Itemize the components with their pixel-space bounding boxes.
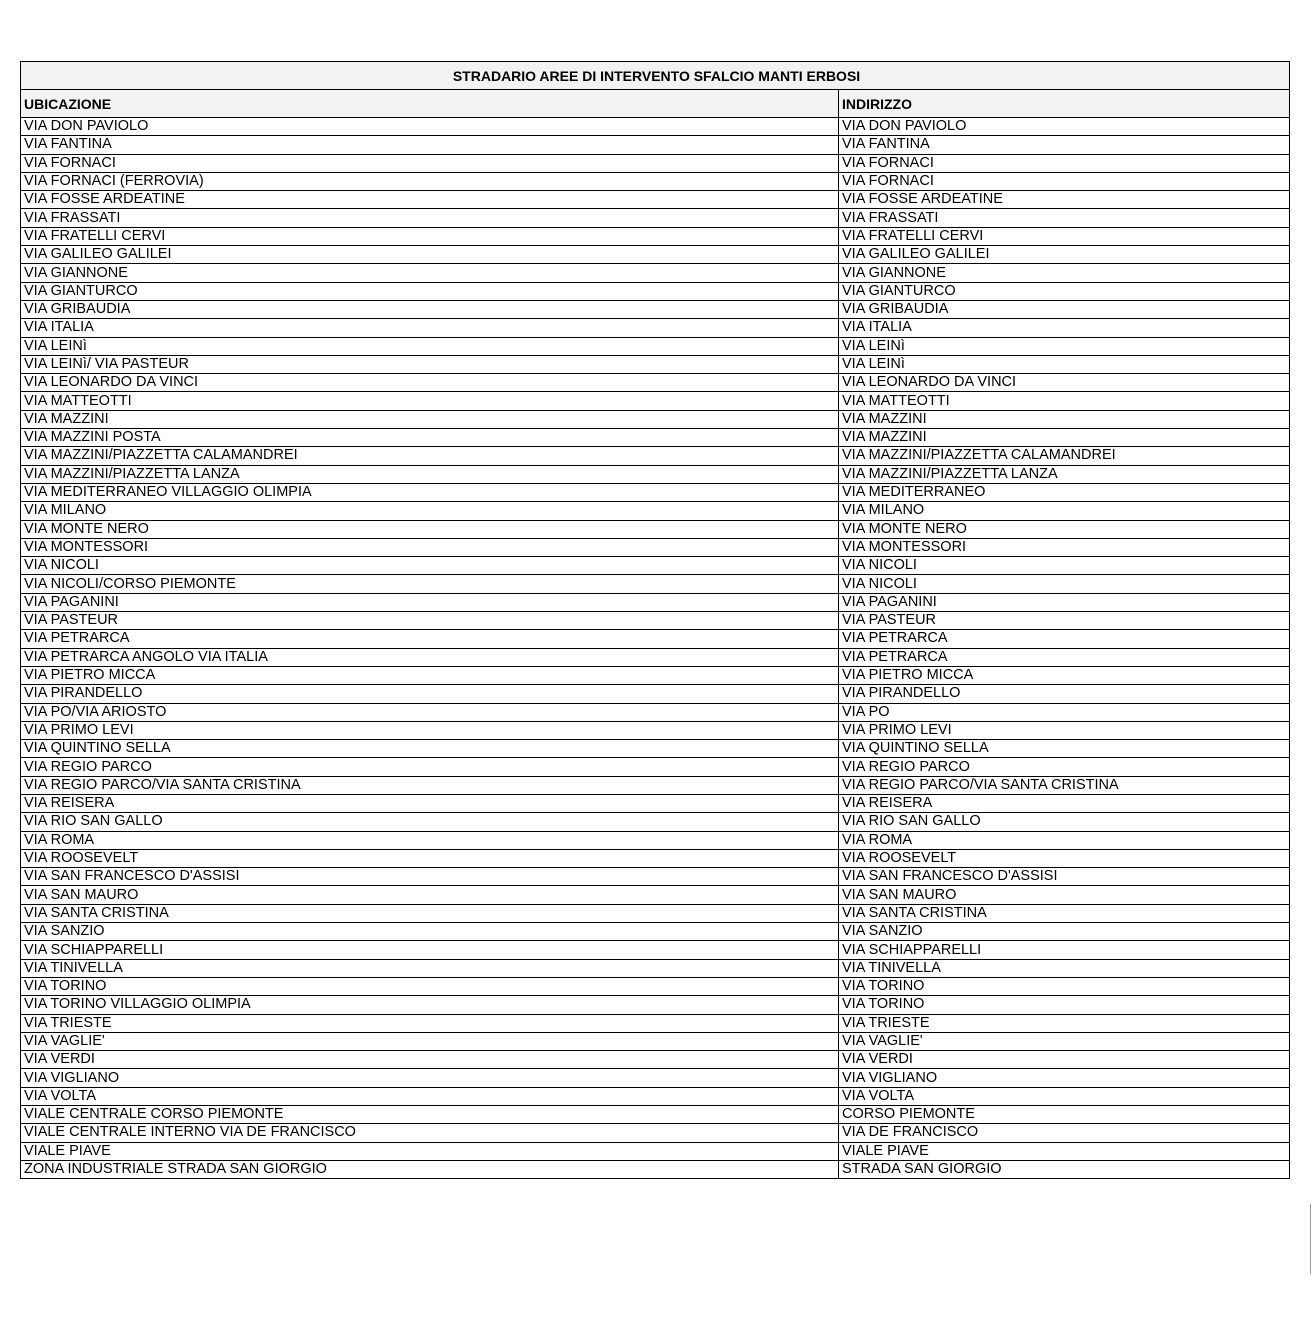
cell-ubicazione: VIA REGIO PARCO/VIA SANTA CRISTINA <box>21 776 839 794</box>
table-title: STRADARIO AREE DI INTERVENTO SFALCIO MANTI ERBOSI <box>21 62 1290 90</box>
cell-ubicazione: VIA PRIMO LEVI <box>21 721 839 739</box>
cell-indirizzo: VIA ROOSEVELT <box>839 849 1290 867</box>
table-row <box>21 355 1290 373</box>
cell-indirizzo: VIA MEDITERRANEO <box>839 483 1290 501</box>
cell-indirizzo: VIA DON PAVIOLO <box>839 118 1290 136</box>
cell-ubicazione: VIA REGIO PARCO <box>21 758 839 776</box>
cell-indirizzo: VIA RIO SAN GALLO <box>839 813 1290 831</box>
cell-ubicazione: VIA VIGLIANO <box>21 1069 839 1087</box>
cell-ubicazione: VIA NICOLI <box>21 557 839 575</box>
table-row <box>21 172 1290 190</box>
cell-ubicazione: VIA GIANTURCO <box>21 282 839 300</box>
table-row <box>21 191 1290 209</box>
cell-ubicazione: VIA NICOLI/CORSO PIEMONTE <box>21 575 839 593</box>
cell-ubicazione: VIALE CENTRALE CORSO PIEMONTE <box>21 1106 839 1124</box>
table-row <box>21 502 1290 520</box>
table-row <box>21 1051 1290 1069</box>
cell-ubicazione: VIA REISERA <box>21 794 839 812</box>
cell-ubicazione: VIA RIO SAN GALLO <box>21 813 839 831</box>
cell-indirizzo: VIA MAZZINI <box>839 410 1290 428</box>
cell-ubicazione: VIA LEINì <box>21 337 839 355</box>
cell-ubicazione: VIA FORNACI <box>21 154 839 172</box>
table-row <box>21 886 1290 904</box>
cell-indirizzo: VIA PETRARCA <box>839 648 1290 666</box>
table-row <box>21 483 1290 501</box>
cell-indirizzo: VIA MILANO <box>839 502 1290 520</box>
cell-ubicazione: VIA MONTE NERO <box>21 520 839 538</box>
table-row <box>21 904 1290 922</box>
page-edge-line <box>1310 1204 1311 1274</box>
table-row <box>21 758 1290 776</box>
cell-ubicazione: VIA DON PAVIOLO <box>21 118 839 136</box>
cell-indirizzo: VIA REGIO PARCO/VIA SANTA CRISTINA <box>839 776 1290 794</box>
table-row <box>21 1014 1290 1032</box>
table-row <box>21 813 1290 831</box>
table-row <box>21 593 1290 611</box>
cell-indirizzo: VIA MAZZINI/PIAZZETTA LANZA <box>839 465 1290 483</box>
cell-ubicazione: VIA VAGLIE' <box>21 1032 839 1050</box>
cell-indirizzo: VIA GALILEO GALILEI <box>839 246 1290 264</box>
cell-ubicazione: VIA ITALIA <box>21 319 839 337</box>
cell-ubicazione: VIA SANTA CRISTINA <box>21 904 839 922</box>
table-row <box>21 410 1290 428</box>
table-body <box>21 118 1290 1179</box>
cell-ubicazione: VIA PETRARCA ANGOLO VIA ITALIA <box>21 648 839 666</box>
cell-ubicazione: VIA FORNACI (FERROVIA) <box>21 172 839 190</box>
table-row <box>21 612 1290 630</box>
cell-ubicazione: VIA PAGANINI <box>21 593 839 611</box>
cell-ubicazione: VIA TINIVELLA <box>21 959 839 977</box>
table-row <box>21 575 1290 593</box>
table-row <box>21 996 1290 1014</box>
cell-indirizzo: VIA FORNACI <box>839 172 1290 190</box>
title-row <box>21 62 1290 90</box>
table-row <box>21 227 1290 245</box>
cell-ubicazione: VIA FANTINA <box>21 136 839 154</box>
cell-indirizzo: VIA REGIO PARCO <box>839 758 1290 776</box>
cell-ubicazione: VIA SAN FRANCESCO D'ASSISI <box>21 868 839 886</box>
cell-ubicazione: VIALE PIAVE <box>21 1142 839 1160</box>
cell-indirizzo: VIA DE FRANCISCO <box>839 1124 1290 1142</box>
table-row <box>21 520 1290 538</box>
cell-ubicazione: VIA VERDI <box>21 1051 839 1069</box>
cell-indirizzo: VIA LEINì <box>839 337 1290 355</box>
cell-ubicazione: VIA MATTEOTTI <box>21 392 839 410</box>
table-row <box>21 465 1290 483</box>
cell-ubicazione: VIA TRIESTE <box>21 1014 839 1032</box>
cell-indirizzo: VIA FRATELLI CERVI <box>839 227 1290 245</box>
cell-ubicazione: VIA MAZZINI <box>21 410 839 428</box>
table-row <box>21 374 1290 392</box>
cell-indirizzo: VIA FOSSE ARDEATINE <box>839 191 1290 209</box>
cell-ubicazione: VIA SAN MAURO <box>21 886 839 904</box>
cell-indirizzo: VIA ITALIA <box>839 319 1290 337</box>
cell-indirizzo: STRADA SAN GIORGIO <box>839 1160 1290 1178</box>
cell-indirizzo: VIA GIANNONE <box>839 264 1290 282</box>
cell-ubicazione: VIA GALILEO GALILEI <box>21 246 839 264</box>
cell-indirizzo: VIA VOLTA <box>839 1087 1290 1105</box>
table-row <box>21 209 1290 227</box>
cell-ubicazione: VIA MAZZINI/PIAZZETTA CALAMANDREI <box>21 447 839 465</box>
cell-indirizzo: VIA PO <box>839 703 1290 721</box>
cell-ubicazione: VIA FRASSATI <box>21 209 839 227</box>
cell-indirizzo: VIA TORINO <box>839 996 1290 1014</box>
cell-indirizzo: VIA GIANTURCO <box>839 282 1290 300</box>
table-row <box>21 300 1290 318</box>
cell-ubicazione: VIA PETRARCA <box>21 630 839 648</box>
table-row <box>21 941 1290 959</box>
table-row <box>21 557 1290 575</box>
header-row <box>21 90 1290 118</box>
column-header-indirizzo: INDIRIZZO <box>839 90 1290 118</box>
cell-ubicazione: ZONA INDUSTRIALE STRADA SAN GIORGIO <box>21 1160 839 1178</box>
cell-indirizzo: VIA VERDI <box>839 1051 1290 1069</box>
table-row <box>21 282 1290 300</box>
cell-indirizzo: VIA PETRARCA <box>839 630 1290 648</box>
cell-indirizzo: VIA QUINTINO SELLA <box>839 740 1290 758</box>
cell-ubicazione: VIA PIETRO MICCA <box>21 666 839 684</box>
cell-indirizzo: VIA SCHIAPPARELLI <box>839 941 1290 959</box>
cell-ubicazione: VIA GRIBAUDIA <box>21 300 839 318</box>
cell-ubicazione: VIA TORINO <box>21 977 839 995</box>
cell-ubicazione: VIA MONTESSORI <box>21 538 839 556</box>
cell-indirizzo: VIA FORNACI <box>839 154 1290 172</box>
cell-ubicazione: VIA VOLTA <box>21 1087 839 1105</box>
table-row <box>21 1087 1290 1105</box>
table-row <box>21 666 1290 684</box>
table-row <box>21 1032 1290 1050</box>
table-row <box>21 831 1290 849</box>
table-row <box>21 849 1290 867</box>
cell-ubicazione: VIA PASTEUR <box>21 612 839 630</box>
table-row <box>21 776 1290 794</box>
cell-ubicazione: VIA TORINO VILLAGGIO OLIMPIA <box>21 996 839 1014</box>
column-header-ubicazione: UBICAZIONE <box>21 90 839 118</box>
cell-indirizzo: VIA FRASSATI <box>839 209 1290 227</box>
cell-ubicazione: VIA FRATELLI CERVI <box>21 227 839 245</box>
cell-indirizzo: VIA ROMA <box>839 831 1290 849</box>
cell-ubicazione: VIA GIANNONE <box>21 264 839 282</box>
table-row <box>21 264 1290 282</box>
cell-indirizzo: VIA VAGLIE' <box>839 1032 1290 1050</box>
table-row <box>21 868 1290 886</box>
cell-indirizzo: VIA SANZIO <box>839 923 1290 941</box>
cell-ubicazione: VIA MAZZINI POSTA <box>21 429 839 447</box>
cell-indirizzo: VIA SAN FRANCESCO D'ASSISI <box>839 868 1290 886</box>
cell-indirizzo: CORSO PIEMONTE <box>839 1106 1290 1124</box>
table-row <box>21 630 1290 648</box>
cell-ubicazione: VIALE CENTRALE INTERNO VIA DE FRANCISCO <box>21 1124 839 1142</box>
cell-indirizzo: VIA MATTEOTTI <box>839 392 1290 410</box>
cell-indirizzo: VIA TRIESTE <box>839 1014 1290 1032</box>
table-row <box>21 1142 1290 1160</box>
table-row <box>21 429 1290 447</box>
table-row <box>21 1124 1290 1142</box>
cell-indirizzo: VIA SANTA CRISTINA <box>839 904 1290 922</box>
cell-ubicazione: VIA MILANO <box>21 502 839 520</box>
cell-ubicazione: VIA LEONARDO DA VINCI <box>21 374 839 392</box>
cell-indirizzo: VIA LEINì <box>839 355 1290 373</box>
table-row <box>21 154 1290 172</box>
cell-ubicazione: VIA ROOSEVELT <box>21 849 839 867</box>
cell-indirizzo: VIA TINIVELLA <box>839 959 1290 977</box>
cell-ubicazione: VIA FOSSE ARDEATINE <box>21 191 839 209</box>
cell-indirizzo: VIA LEONARDO DA VINCI <box>839 374 1290 392</box>
cell-ubicazione: VIA MEDITERRANEO VILLAGGIO OLIMPIA <box>21 483 839 501</box>
table-row <box>21 740 1290 758</box>
table-row <box>21 794 1290 812</box>
table-row <box>21 685 1290 703</box>
table-row <box>21 923 1290 941</box>
cell-ubicazione: VIA QUINTINO SELLA <box>21 740 839 758</box>
cell-ubicazione: VIA LEINì/ VIA PASTEUR <box>21 355 839 373</box>
cell-indirizzo: VIA PIRANDELLO <box>839 685 1290 703</box>
cell-indirizzo: VIA PASTEUR <box>839 612 1290 630</box>
cell-indirizzo: VIA SAN MAURO <box>839 886 1290 904</box>
cell-indirizzo: VIA MAZZINI <box>839 429 1290 447</box>
cell-indirizzo: VIA MONTESSORI <box>839 538 1290 556</box>
cell-indirizzo: VIA PRIMO LEVI <box>839 721 1290 739</box>
table-row <box>21 1069 1290 1087</box>
table-row <box>21 721 1290 739</box>
cell-ubicazione: VIA SCHIAPPARELLI <box>21 941 839 959</box>
table-row <box>21 337 1290 355</box>
cell-ubicazione: VIA PO/VIA ARIOSTO <box>21 703 839 721</box>
cell-ubicazione: VIA PIRANDELLO <box>21 685 839 703</box>
table-row <box>21 703 1290 721</box>
table-row <box>21 136 1290 154</box>
street-table <box>20 61 1290 1179</box>
cell-ubicazione: VIA ROMA <box>21 831 839 849</box>
cell-indirizzo: VIALE PIAVE <box>839 1142 1290 1160</box>
cell-indirizzo: VIA REISERA <box>839 794 1290 812</box>
table-row <box>21 959 1290 977</box>
cell-indirizzo: VIA VIGLIANO <box>839 1069 1290 1087</box>
table-row <box>21 648 1290 666</box>
table-row <box>21 392 1290 410</box>
cell-indirizzo: VIA MAZZINI/PIAZZETTA CALAMANDREI <box>839 447 1290 465</box>
table-row <box>21 538 1290 556</box>
cell-indirizzo: VIA FANTINA <box>839 136 1290 154</box>
table-row <box>21 1106 1290 1124</box>
cell-indirizzo: VIA MONTE NERO <box>839 520 1290 538</box>
table-row <box>21 118 1290 136</box>
cell-indirizzo: VIA TORINO <box>839 977 1290 995</box>
cell-indirizzo: VIA NICOLI <box>839 557 1290 575</box>
cell-indirizzo: VIA PAGANINI <box>839 593 1290 611</box>
table-row <box>21 447 1290 465</box>
cell-indirizzo: VIA PIETRO MICCA <box>839 666 1290 684</box>
cell-ubicazione: VIA MAZZINI/PIAZZETTA LANZA <box>21 465 839 483</box>
table-row <box>21 246 1290 264</box>
cell-indirizzo: VIA NICOLI <box>839 575 1290 593</box>
table-row <box>21 977 1290 995</box>
cell-ubicazione: VIA SANZIO <box>21 923 839 941</box>
cell-indirizzo: VIA GRIBAUDIA <box>839 300 1290 318</box>
table-row <box>21 319 1290 337</box>
table-row <box>21 1160 1290 1178</box>
